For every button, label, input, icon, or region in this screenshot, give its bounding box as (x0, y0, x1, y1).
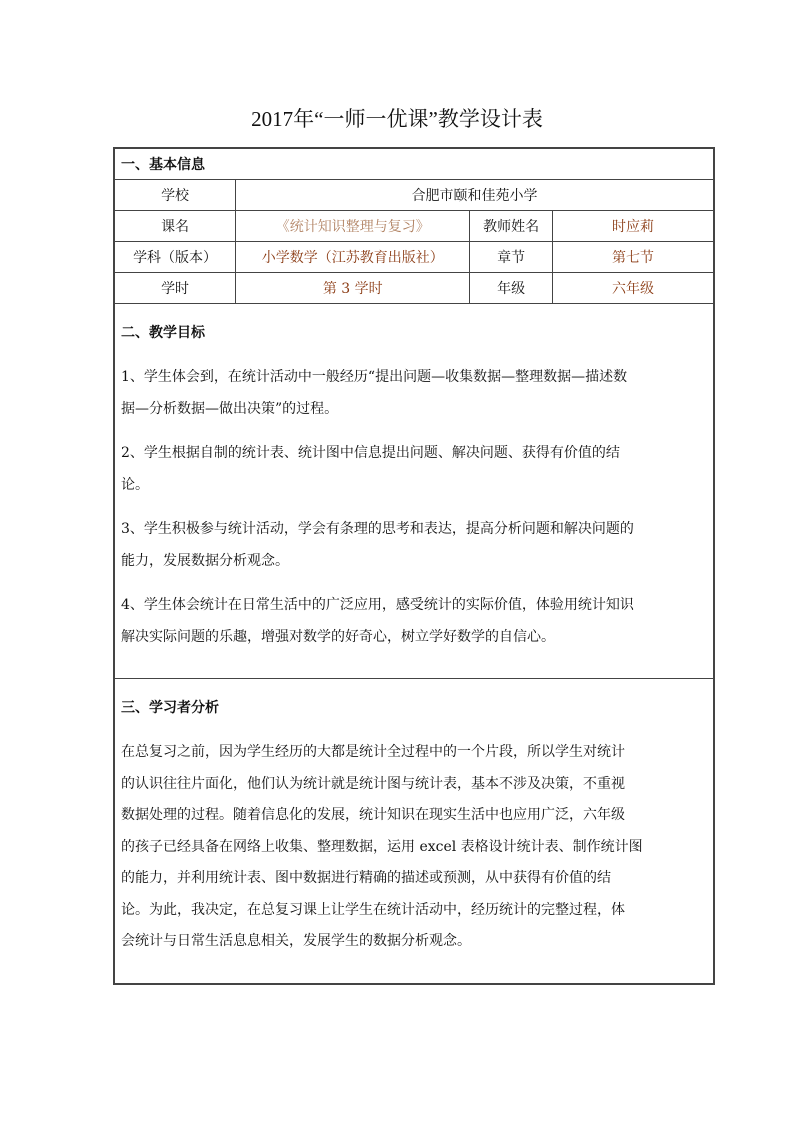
school-label: 学校 (114, 180, 236, 211)
design-table (113, 147, 715, 985)
course-value: 《统计知识整理与复习》 (236, 211, 470, 242)
course-label: 课名 (114, 211, 236, 242)
text-line: 论。 (121, 476, 149, 493)
chapter-value: 第七节 (553, 242, 714, 273)
text-line: 解决实际问题的乐趣，增强对数学的好奇心，树立学好数学的自信心。 (121, 628, 555, 645)
text-line: 1、学生体会到，在统计活动中一般经历“提出问题—收集数据—整理数据—描述数 (121, 369, 628, 385)
section-goals-heading: 二、教学目标 (121, 325, 205, 341)
goal-paragraph (121, 590, 707, 653)
goal-paragraph (121, 514, 707, 577)
text-line: 能力，发展数据分析观念。 (121, 552, 289, 569)
subject-label: 学科（版本） (114, 242, 236, 273)
section-basic-heading: 一、基本信息 (114, 148, 714, 180)
text-line: 的孩子已经具备在网络上收集、整理数据，运用 excel 表格设计统计表、制作统计图 (121, 838, 643, 855)
section-learners (114, 679, 714, 984)
text-line: 3、学生积极参与统计活动，学会有条理的思考和表达，提高分析问题和解决问题的 (121, 521, 634, 537)
section-learners-heading: 三、学习者分析 (121, 700, 219, 716)
goal-paragraph (121, 362, 707, 425)
text-line: 数据处理的过程。随着信息化的发展，统计知识在现实生活中也应用广泛，六年级 (121, 807, 625, 823)
learners-paragraph (121, 737, 707, 958)
text-line: 的能力，并利用统计表、图中数据进行精确的描述或预测，从中获得有价值的结 (121, 870, 611, 886)
text-line: 在总复习之前，因为学生经历的大都是统计全过程中的一个片段，所以学生对统计 (121, 744, 625, 760)
period-label: 学时 (114, 273, 236, 304)
teacher-value: 时应莉 (553, 211, 714, 242)
goals-list (121, 362, 707, 653)
subject-value: 小学数学（江苏教育出版社） (236, 242, 470, 273)
goal-paragraph (121, 438, 707, 501)
text-line: 4、学生体会统计在日常生活中的广泛应用，感受统计的实际价值，体验用统计知识 (121, 597, 634, 613)
teacher-label: 教师姓名 (470, 211, 553, 242)
text-line: 会统计与日常生活息息相关，发展学生的数据分析观念。 (121, 933, 471, 949)
text-line: 2、学生根据自制的统计表、统计图中信息提出问题、解决问题、获得有价值的结 (121, 445, 620, 461)
grade-label: 年级 (470, 273, 553, 304)
document-title: 2017年“一师一优课”教学设计表 (251, 107, 543, 131)
chapter-label: 章节 (470, 242, 553, 273)
school-value: 合肥市颐和佳苑小学 (236, 180, 714, 211)
section-goals (114, 304, 714, 679)
grade-value: 六年级 (553, 273, 714, 304)
text-line: 论。为此，我决定，在总复习课上让学生在统计活动中，经历统计的完整过程，体 (121, 901, 625, 918)
text-line: 的认识往往片面化，他们认为统计就是统计图与统计表，基本不涉及决策，不重视 (121, 775, 625, 792)
period-value: 第 3 学时 (236, 273, 470, 304)
text-line: 据—分析数据—做出决策”的过程。 (121, 400, 339, 417)
